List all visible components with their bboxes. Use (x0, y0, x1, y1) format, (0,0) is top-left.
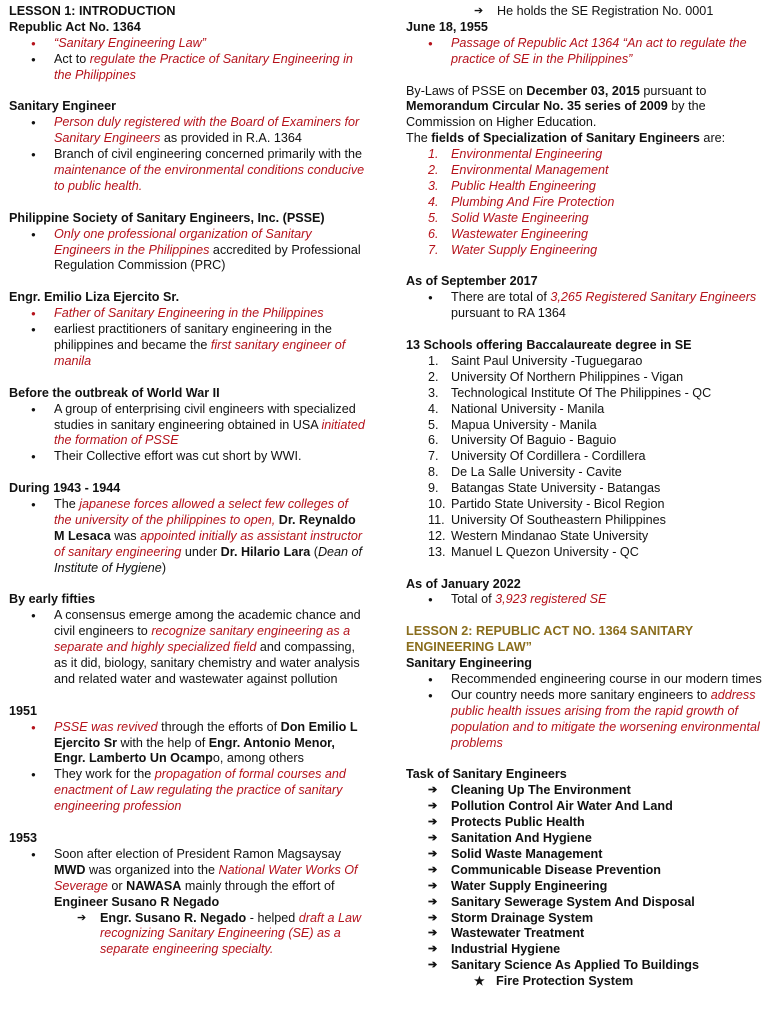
list-item: 11. University Of Southeastern Philippines (428, 512, 666, 527)
jan-heading: As of January 2022 (406, 576, 521, 591)
schools-list (406, 354, 762, 561)
june-list (406, 36, 762, 68)
sept-list (406, 290, 762, 322)
list-item: ● Passage of Republic Act 1364 “An act to regulate the practice of SE in the Philippines” (406, 36, 762, 68)
list-item: ● Act to regulate the Practice of Sanitary Engineering in the Philippines (9, 52, 369, 84)
fields-list (406, 147, 762, 258)
list-item: ➔ Storm Drainage System (406, 911, 762, 927)
y1951-heading: 1951 (9, 703, 38, 718)
list-item: ● A group of enterprising civil engineers with specialized studies in sanitary engineering obtained in USA initiated the formation of PSSE (9, 402, 369, 450)
emilio-heading: Engr. Emilio Liza Ejercito Sr. (9, 290, 180, 305)
sanitary-engineering-heading: Sanitary Engineering (406, 656, 532, 671)
schools-heading: 13 Schools offering Baccalaureate degree in SE (406, 337, 692, 352)
lesson2-title: LESSON 2: REPUBLIC ACT NO. 1364 SANITARY ENGINEERING LAW” (406, 624, 693, 655)
list-item: ● Total of 3,923 registered SE (406, 592, 762, 608)
june-heading: June 18, 1955 (406, 19, 488, 34)
list-item: 12. Western Mindanao State University (428, 528, 649, 543)
list-item: 10. Partido State University - Bicol Region (428, 497, 665, 512)
list-item: ● earliest practitioners of sanitary engineering in the philippines and became the first sanitary engineer of manila (9, 322, 369, 370)
list-item: ➔ He holds the SE Registration No. 0001 (452, 4, 762, 20)
fifties-list (9, 608, 369, 688)
list-item: ➔ Sanitary Sewerage System And Disposal (406, 895, 762, 911)
list-item: 2. Environmental Management (428, 163, 609, 178)
y1953-list (9, 847, 369, 911)
registration-list (452, 4, 762, 20)
list-item: ● Recommended engineering course in our modern times (406, 672, 762, 688)
tasks-heading: Task of Sanitary Engineers (406, 767, 567, 782)
list-item: ➔ Protects Public Health (406, 815, 762, 831)
ww2-list (9, 402, 369, 466)
d1943-heading: During 1943 - 1944 (9, 481, 121, 496)
sanitary-engineer-list (9, 115, 369, 195)
y1951-list (9, 720, 369, 815)
list-item: ● Person duly registered with the Board of Examiners for Sanitary Engineers as provided in R.A. 1364 (9, 115, 369, 147)
list-item: ➔ Sanitary Science As Applied To Buildings (406, 958, 762, 974)
list-item: ➔ Engr. Susano R. Negado - helped draft a Law recognizing Sanitary Engineering (SE) as a separate engineering specialty. (9, 911, 369, 959)
fifties-heading: By early fifties (9, 592, 96, 607)
list-item: ● Soon after election of President Ramon Magsaysay MWD was organized into the National Water Works Of Severage or NAWASA mainly through the effort of Engineer Susano R Negado (9, 847, 369, 911)
list-item: ➔ Water Supply Engineering (406, 879, 762, 895)
right-column (406, 4, 762, 990)
list-item: ➔ Communicable Disease Prevention (406, 863, 762, 879)
bylaws-paragraph: By-Laws of PSSE on December 03, 2015 pursuant to Memorandum Circular No. 35 series of 2009 by the Commission on Higher Education. (406, 83, 707, 130)
list-item: ➔ Wastewater Treatment (406, 926, 762, 942)
list-item: ➔ Pollution Control Air Water And Land (406, 799, 762, 815)
ra-heading: Republic Act No. 1364 (9, 19, 141, 34)
d1943-list (9, 497, 369, 577)
list-item: ● Our country needs more sanitary engineers to address public health issues arising from the rapid growth of population and to mitigate the worsening environmental problems (406, 688, 762, 752)
list-item: 1. Environmental Engineering (428, 147, 603, 162)
y1953-heading: 1953 (9, 831, 38, 845)
list-item: 2. University Of Northern Philippines - Vigan (428, 369, 684, 384)
list-item: 5. Solid Waste Engineering (428, 210, 589, 225)
list-item: ● Their Collective effort was cut short by WWI. (9, 449, 369, 465)
sanitary-engineering-list (406, 672, 762, 752)
sept-heading: As of September 2017 (406, 274, 538, 289)
list-item: ➔ Solid Waste Management (406, 847, 762, 863)
emilio-list (9, 306, 369, 370)
list-item: ● PSSE was revived through the efforts of Don Emilio L Ejercito Sr with the help of Engr. Antonio Menor, Engr. Lamberto Un Ocampo, among others (9, 720, 369, 768)
list-item: ● “Sanitary Engineering Law” (9, 36, 369, 52)
list-item: ● There are total of 3,265 Registered Sanitary Engineers pursuant to RA 1364 (406, 290, 762, 322)
list-item: ● Branch of civil engineering concerned primarily with the maintenance of the environmental conditions conducive to public health. (9, 147, 369, 195)
list-item: ● A consensus emerge among the academic chance and civil engineers to recognize sanitary engineering as a separate and highly specialized field and compassing, as it did, biology, sanitary chemistry and water analysis and related water and wastewater against pollution (9, 608, 369, 688)
list-item: 13. Manuel L Quezon University - QC (428, 544, 639, 559)
list-item: 3. Technological Institute Of The Philippines - QC (428, 385, 712, 400)
tasks-list (406, 783, 762, 974)
list-item: 4. Plumbing And Fire Protection (428, 194, 615, 209)
list-item: 4. National University - Manila (428, 401, 605, 416)
list-item: ➔ Cleaning Up The Environment (406, 783, 762, 799)
list-item: ➔ Industrial Hygiene (406, 942, 762, 958)
tasks-sublist (406, 974, 762, 990)
psse-heading: Philippine Society of Sanitary Engineers, Inc. (PSSE) (9, 210, 325, 225)
list-item: 1. Saint Paul University -Tuguegarao (428, 353, 643, 368)
list-item: 7. University Of Cordillera - Cordillera (428, 449, 646, 464)
y1953-sublist (9, 911, 369, 959)
list-item: 7. Water Supply Engineering (428, 242, 598, 257)
list-item: ● The japanese forces allowed a select few colleges of the university of the philippines to open, Dr. Reynaldo M Lesaca was appointed initially as assistant instructor of sanitary engineering under Dr. Hilario Lara (Dean of Institute of Hygiene) (9, 497, 369, 577)
sanitary-engineer-heading: Sanitary Engineer (9, 99, 117, 114)
list-item: ● Father of Sanitary Engineering in the Philippines (9, 306, 369, 322)
lesson1-title: LESSON 1: INTRODUCTION (9, 4, 176, 18)
list-item: 3. Public Health Engineering (428, 178, 596, 193)
list-item: 8. De La Salle University - Cavite (428, 465, 622, 480)
list-item: ● They work for the propagation of formal courses and enactment of Law regulating the practice of sanitary engineering profession (9, 767, 369, 815)
left-column (9, 4, 369, 958)
list-item: 9. Batangas State University - Batangas (428, 481, 661, 496)
list-item: ➔ Sanitation And Hygiene (406, 831, 762, 847)
ra-list (9, 36, 369, 84)
ww2-heading: Before the outbreak of World War II (9, 385, 220, 400)
list-item: 5. Mapua University - Manila (428, 417, 597, 432)
list-item: ● Only one professional organization of Sanitary Engineers in the Philippines accredited by Professional Regulation Commission (PRC) (9, 227, 369, 275)
list-item: 6. University Of Baguio - Baguio (428, 433, 617, 448)
jan-list (406, 592, 762, 608)
fields-intro: The fields of Specialization of Sanitary Engineers are: (406, 131, 726, 146)
list-item: 6. Wastewater Engineering (428, 226, 588, 241)
psse-list (9, 227, 369, 275)
list-item: ★ Fire Protection System (406, 974, 762, 990)
